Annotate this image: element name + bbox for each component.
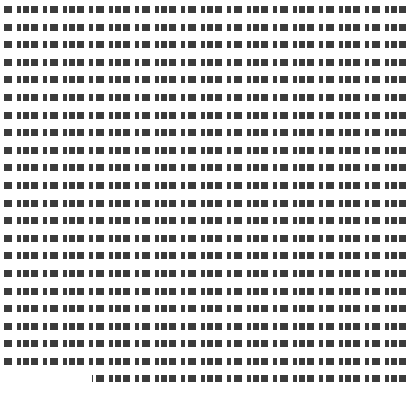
article-line <box>4 75 406 84</box>
article-line <box>4 128 406 137</box>
article-line <box>4 339 406 348</box>
article-line <box>4 146 406 155</box>
article-line <box>4 374 406 383</box>
article-line <box>4 199 406 208</box>
article-line <box>4 251 406 260</box>
article-line <box>4 163 406 172</box>
article-line <box>4 234 406 243</box>
article-line <box>4 111 406 120</box>
article-line <box>4 304 406 313</box>
article-line <box>4 40 406 49</box>
article-line <box>4 93 406 102</box>
article-line <box>4 216 406 225</box>
article-line <box>4 23 406 32</box>
article-body <box>4 5 406 383</box>
article-line <box>4 181 406 190</box>
article-line <box>4 269 406 278</box>
article-line <box>4 5 406 14</box>
article-line <box>4 357 406 366</box>
article-line <box>4 287 406 296</box>
article-line <box>4 58 406 67</box>
article-line <box>4 322 406 331</box>
